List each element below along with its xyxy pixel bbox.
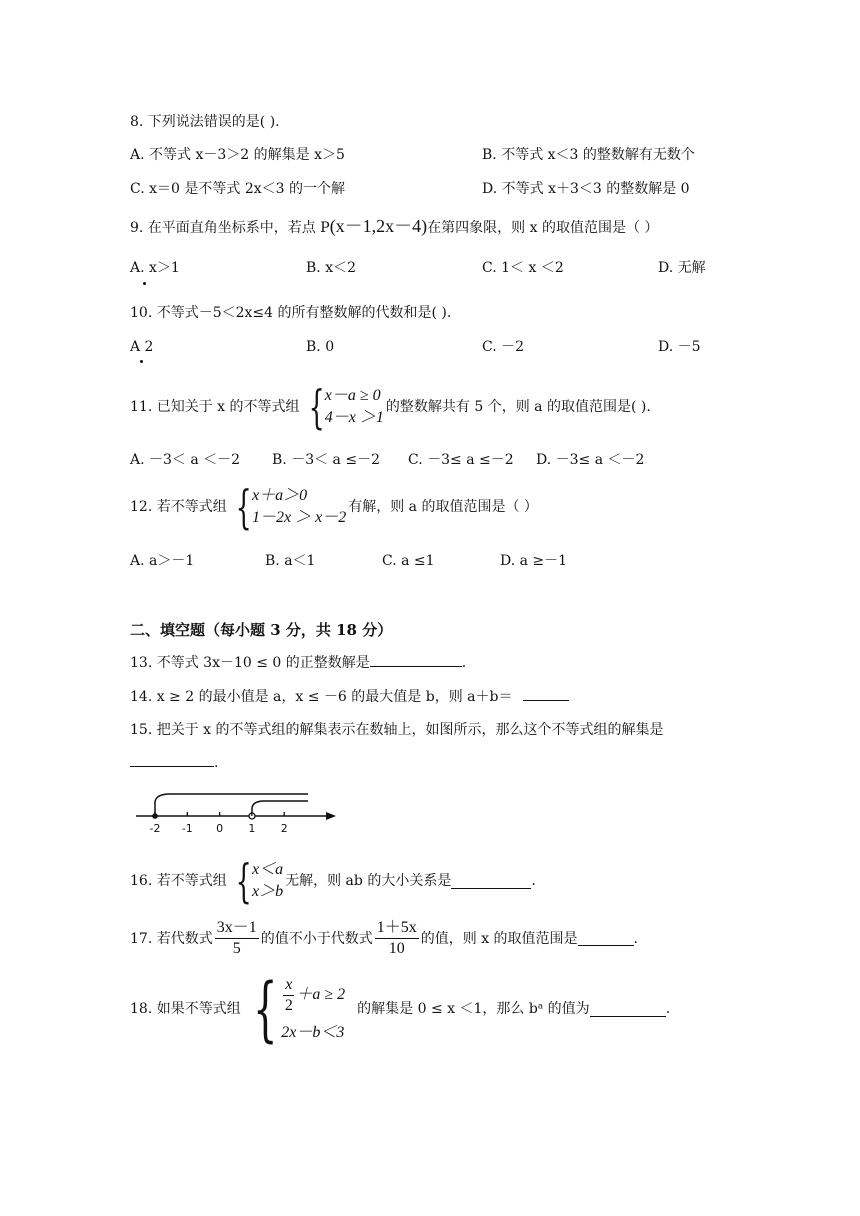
q17-fraction-2-denominator: 10: [388, 940, 405, 957]
q18-prefix: 18. 如果不等式组: [130, 1001, 241, 1017]
q9-suffix: 在第四象限，则 x 的取值范围是（ ）: [427, 220, 659, 236]
q11-prefix: 11. 已知关于 x 的不等式组: [130, 399, 300, 415]
q15-answer-blank[interactable]: [130, 752, 214, 767]
q9-option-c: C. 1＜ x ＜2: [482, 260, 564, 276]
q12-suffix: 有解，则 a 的取值范围是（ ）: [348, 499, 538, 515]
number-line-figure: [130, 786, 342, 838]
q12-prefix: 12. 若不等式组: [130, 499, 227, 515]
q11-system: [302, 380, 384, 434]
q18-system-line-2: 2x－b＜3: [281, 1023, 345, 1041]
q17-suffix: 的值，则 x 的取值范围是: [420, 930, 578, 947]
q17-mid: 的值不小于代数式: [260, 930, 373, 947]
q16-system-line-1: x＜a: [252, 861, 284, 878]
q13-prefix: 13. 不等式 3x－10 ≤ 0 的正整数解是: [130, 655, 370, 671]
q18-fraction: [283, 975, 294, 1016]
q10-option-d: D. －5: [658, 339, 701, 355]
q16-answer-blank[interactable]: [451, 874, 531, 889]
q18-system-line-1-rest: ＋a ≥ 2: [296, 986, 346, 1003]
tick-label: -2: [149, 822, 161, 835]
q11-system-line-2: 4－x ＞1: [324, 409, 384, 426]
q15-stem: 15. 把关于 x 的不等式组的解集表示在数轴上，如图所示，那么这个不等式组的解集是: [130, 722, 664, 738]
q9-prefix: 9. 在平面直角坐标系中，若点 P: [130, 220, 330, 236]
left-brace: {: [235, 854, 252, 908]
q17-answer-blank[interactable]: [578, 931, 634, 946]
q16-prefix: 16. 若不等式组: [130, 873, 227, 889]
q13-stem: [130, 652, 466, 673]
q17-prefix: 17. 若代数式: [130, 930, 213, 947]
q11-option-b: B. －3＜ a ≤－2: [272, 452, 380, 468]
q16-system: [229, 854, 284, 908]
dot-mark: [143, 282, 146, 285]
q18-fraction-denominator: 2: [284, 996, 293, 1014]
q12-stem: [130, 480, 538, 534]
q10-option-c: C. －2: [482, 339, 525, 355]
q16-stem: [130, 854, 536, 908]
q8-option-c: C. x＝0 是不等式 2x＜3 的一个解: [130, 181, 345, 197]
left-brace: {: [252, 968, 278, 1050]
q9-point: (x－1,2x－4): [329, 216, 428, 236]
q18-answer-blank[interactable]: [590, 1002, 666, 1017]
tick-label: 1: [248, 822, 256, 835]
q16-system-line-2: x＞b: [252, 883, 284, 900]
dot-mark: [140, 360, 143, 363]
q9-option-d: D. 无解: [658, 260, 706, 276]
tick-label: 2: [280, 822, 288, 835]
tick-label: 0: [216, 822, 224, 835]
q17-stem: [130, 918, 638, 959]
left-brace: {: [235, 480, 252, 534]
q14-text: 14. x ≥ 2 的最小值是 a，x ≤ －6 的最大值是 b，则 a＋b＝: [130, 689, 513, 705]
q14-stem: [130, 686, 569, 707]
q10-option-a: A 2: [130, 339, 154, 355]
q18-fraction-numerator: x: [283, 975, 294, 996]
q18-stem: [130, 968, 671, 1050]
tick-label: -1: [181, 822, 193, 835]
q12-system: [229, 480, 347, 534]
q17-end: .: [633, 930, 638, 947]
q17-fraction-1-denominator: 5: [232, 940, 241, 957]
q12-system-line-2: 1－2x ＞ x－2: [252, 509, 347, 526]
q17-fraction-1-numerator: 3x－1: [215, 918, 259, 939]
q16-suffix: 无解，则 ab 的大小关系是: [285, 873, 452, 889]
q11-stem: [130, 380, 651, 434]
q12-option-c: C. a ≤1: [382, 553, 435, 569]
q15-blank-line: [130, 752, 218, 773]
q10-option-b: B. 0: [306, 339, 335, 355]
q11-suffix: 的整数解共有 5 个，则 a 的取值范围是( ).: [385, 399, 651, 415]
q15-suffix: .: [214, 755, 219, 771]
q9-option-b: B. x＜2: [306, 260, 356, 276]
q11-option-d: D. －3≤ a ＜－2: [536, 452, 645, 468]
q18-system-line-1: [281, 975, 345, 1016]
q18-end: .: [665, 1001, 671, 1017]
q11-system-line-1: x－a ≥ 0: [324, 387, 381, 404]
q13-answer-blank[interactable]: [370, 652, 462, 667]
q9-stem: [130, 216, 658, 238]
q9-option-a: A. x＞1: [130, 260, 180, 276]
q18-mid: 的解集是 0 ≤ x ＜1，那么 bᵃ 的值为: [357, 1001, 590, 1017]
section-2-heading: 二、填空题（每小题 3 分，共 18 分）: [130, 621, 393, 639]
q8-option-a: A. 不等式 x－3＞2 的解集是 x＞5: [130, 147, 345, 163]
left-brace: {: [308, 380, 325, 434]
q14-answer-blank[interactable]: [523, 686, 569, 701]
q13-suffix: .: [461, 655, 467, 671]
q11-option-a: A. －3＜ a ＜－2: [130, 452, 241, 468]
q12-option-d: D. a ≥－1: [500, 553, 568, 569]
q10-stem: 10. 不等式－5＜2x≤4 的所有整数解的代数和是( ).: [130, 305, 452, 321]
q12-option-b: B. a＜1: [265, 553, 316, 569]
q18-system: [243, 968, 346, 1050]
q17-fraction-1: [215, 918, 259, 959]
q17-fraction-2-numerator: 1＋5x: [375, 918, 419, 939]
q8-option-d: D. 不等式 x＋3＜3 的整数解是 0: [482, 181, 690, 197]
q17-fraction-2: [375, 918, 419, 959]
q12-system-line-1: x＋a＞0: [252, 487, 308, 504]
q8-option-b: B. 不等式 x＜3 的整数解有无数个: [482, 147, 695, 163]
q16-end: .: [531, 873, 536, 889]
q11-option-c: C. －3≤ a ≤－2: [408, 452, 514, 468]
q12-option-a: A. a＞－1: [130, 553, 195, 569]
q8-stem: 8. 下列说法错误的是( ).: [130, 114, 280, 130]
